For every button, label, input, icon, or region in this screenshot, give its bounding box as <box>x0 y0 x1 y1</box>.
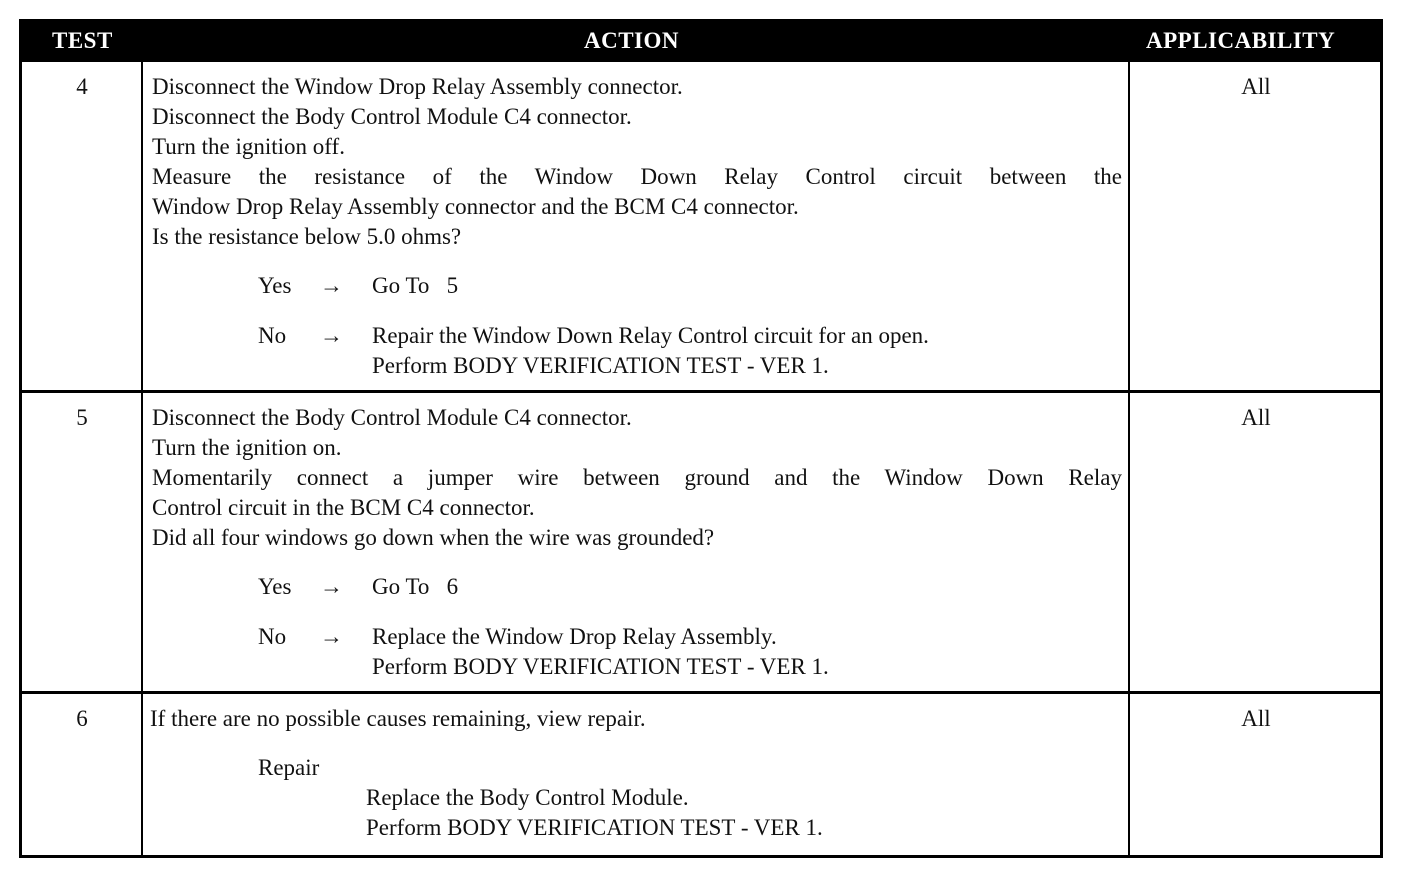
test-number: 5 <box>76 405 88 430</box>
yes-label: Yes <box>258 574 292 599</box>
action-line: Measure the resistance of the Window Down Relay Control circuit between the <box>152 164 1122 189</box>
applicability-value: All <box>1241 405 1271 430</box>
action-line: Control circuit in the BCM C4 connector. <box>152 495 535 520</box>
no-result-verify: Perform BODY VERIFICATION TEST - VER 1. <box>372 654 829 679</box>
no-result: Replace the Window Drop Relay Assembly. <box>372 624 777 649</box>
test-number: 6 <box>76 706 88 731</box>
row-divider-1 <box>22 390 1380 393</box>
repair-step: Replace the Body Control Module. <box>366 785 689 810</box>
no-result: Repair the Window Down Relay Control circuit for an open. <box>372 323 929 348</box>
action-line: Momentarily connect a jumper wire between ground and the Window Down Relay <box>152 465 1122 490</box>
arrow-icon: → <box>320 323 343 348</box>
action-question: Is the resistance below 5.0 ohms? <box>152 224 462 249</box>
applicability-value: All <box>1241 74 1271 99</box>
arrow-icon: → <box>320 574 343 599</box>
row-divider-2 <box>22 691 1380 694</box>
no-result-verify: Perform BODY VERIFICATION TEST - VER 1. <box>372 353 829 378</box>
repair-label: Repair <box>258 755 320 780</box>
yes-label: Yes <box>258 273 292 298</box>
action-line: Window Drop Relay Assembly connector and the BCM C4 connector. <box>152 194 799 219</box>
test-number: 4 <box>76 74 88 99</box>
yes-result: Go To 6 <box>372 574 459 599</box>
applicability-value: All <box>1241 706 1271 731</box>
action-question: Did all four windows go down when the wire was grounded? <box>152 525 715 550</box>
action-line: Disconnect the Body Control Module C4 connector. <box>152 104 632 129</box>
action-line: If there are no possible causes remaining, view repair. <box>150 706 646 731</box>
no-label: No <box>258 323 287 348</box>
diagnostic-table <box>19 19 1383 858</box>
header-action: ACTION <box>584 28 680 53</box>
arrow-icon: → <box>320 273 343 298</box>
arrow-icon: → <box>320 624 343 649</box>
action-line: Disconnect the Body Control Module C4 connector. <box>152 405 632 430</box>
action-line: Turn the ignition off. <box>152 134 345 159</box>
action-line: Disconnect the Window Drop Relay Assembly connector. <box>152 74 683 99</box>
yes-result: Go To 5 <box>372 273 459 298</box>
header-test: TEST <box>52 28 113 53</box>
table-header <box>22 22 1380 62</box>
action-line: Turn the ignition on. <box>152 435 342 460</box>
no-label: No <box>258 624 287 649</box>
repair-verify: Perform BODY VERIFICATION TEST - VER 1. <box>366 815 823 840</box>
header-applicability: APPLICABILITY <box>1146 28 1336 53</box>
